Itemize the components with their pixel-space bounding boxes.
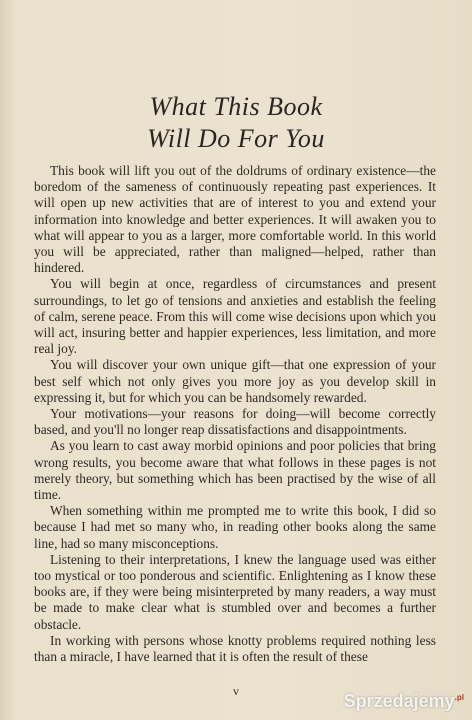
watermark-logo xyxy=(344,691,464,712)
paragraph-3: You will discover your own unique gift—that one expression of your best self which not only gives you more joy as you develop skill in expressing it, but for which you can be handsomely rewarded. xyxy=(34,357,436,405)
paragraph-6: When something within me prompted me to write this book, I did so because I had met so many who, in reading other books along the same line, had so many misconceptions. xyxy=(34,503,436,551)
page-number: v xyxy=(233,684,239,698)
paragraph-8: In working with persons whose knotty problems required nothing less than a miracle, I have learned that it is often the result of these xyxy=(34,632,436,665)
body-text xyxy=(34,163,436,665)
paragraph-2: You will begin at once, regardless of circumstances and present surroundings, to let go of tensions and anxieties and establish the feeling of calm, serene peace. From this will come wise decisions upon which you will act, insuring better and happier experiences, less limitation, and more real joy. xyxy=(34,276,436,357)
paragraph-4: Your motivations—your reasons for doing—will become correctly based, and you'll no longer reap dissatisfactions and disappointments. xyxy=(34,406,436,438)
watermark-text: Sprzedajemy xyxy=(343,691,455,711)
watermark-suffix: .pl xyxy=(454,693,464,702)
paragraph-5: As you learn to cast away morbid opinions and poor policies that bring wrong results, you become aware that what follows in these pages is not merely theory, but something which has been practised by the wise of all time. xyxy=(34,438,436,503)
chapter-title-line-2: Will Do For You xyxy=(147,124,325,153)
paragraph-1: This book will lift you out of the doldrums of ordinary existence—the boredom of the sameness of continuously repeating past experiences. It will open up new activities that are of interest to you and extend your information into knowledge and better experiences. It will awaken you to what will appear to you as a larger, more comfortable world. In this world you will be appreciated, rather than maligned—helped, rather than hindered. xyxy=(34,163,436,276)
chapter-title-line-1: What This Book xyxy=(149,92,323,121)
paragraph-7: Listening to their interpretations, I knew the language used was either too mystical or too ponderous and scientific. Enlightening as I know these books are, if they were being misinterpreted by many readers, a way must be made to make clear what is stumbled over and becomes a further obstacle. xyxy=(34,551,436,632)
